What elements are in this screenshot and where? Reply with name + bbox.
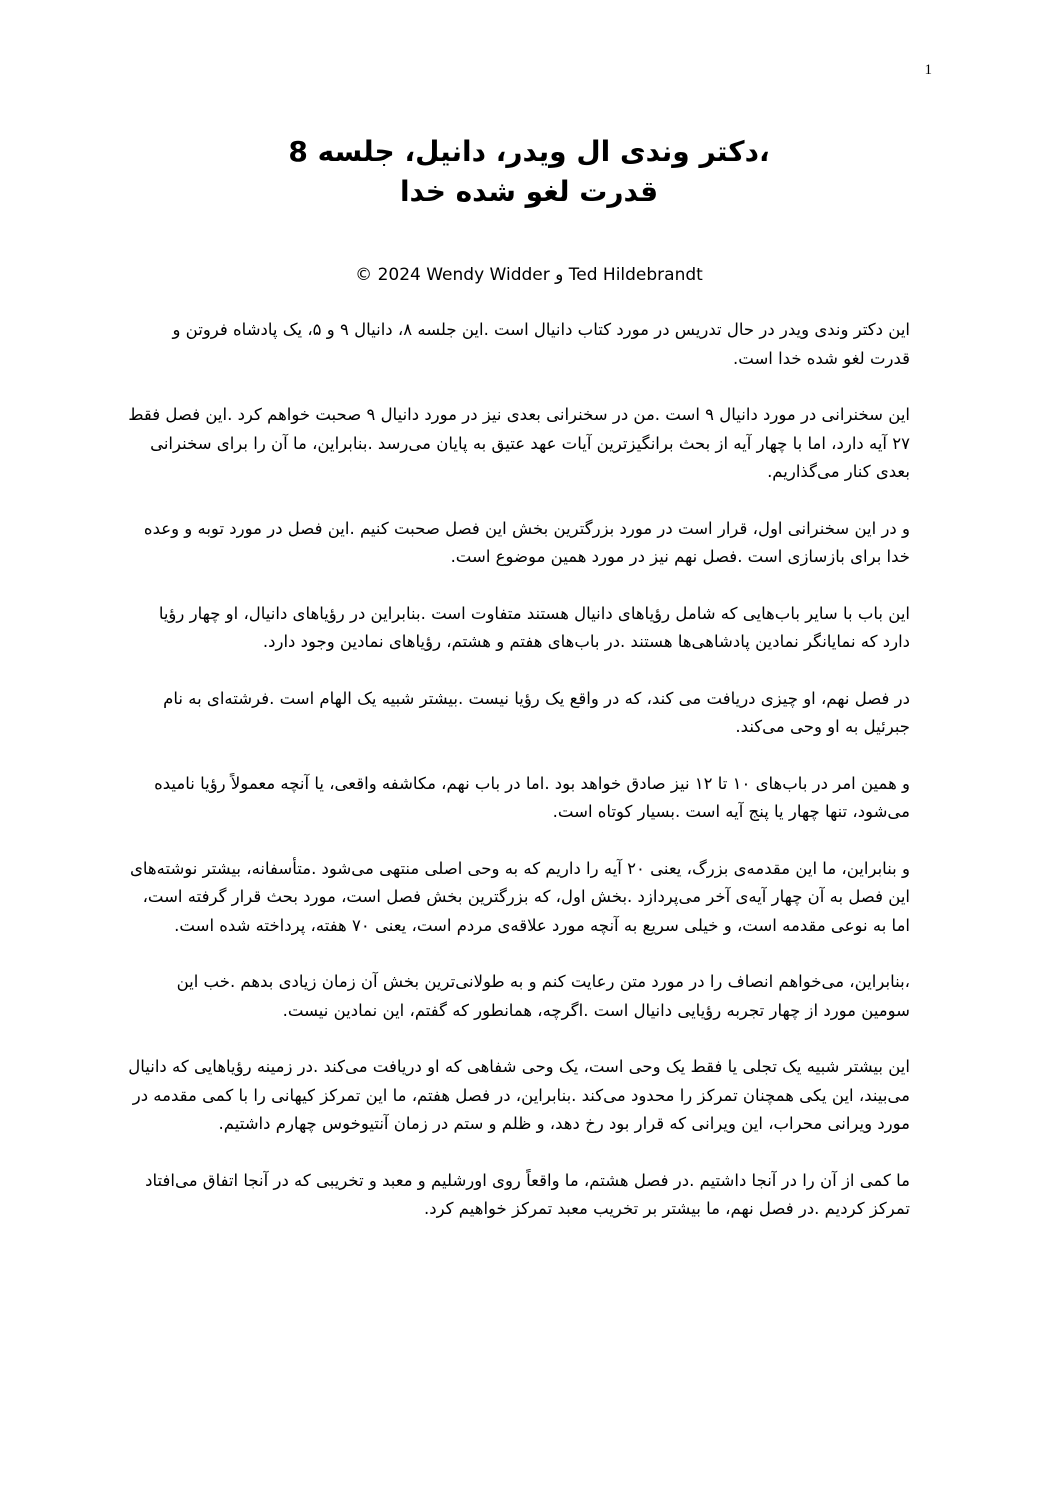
page-number: 1 [924,62,932,78]
document-title [128,132,930,212]
document-body [128,316,910,1252]
paragraph-3: و در این سخنرانی اول، قرار است در مورد بزرگترین بخش این فصل صحبت کنیم .این فصل در مورد توبه و وعده خدا برای بازسازی است .فصل نهم نیز در مورد همین موضوع است. [143,518,910,566]
title-line-2: قدرت لغو شده خدا [399,175,659,208]
paragraph-4: این باب با سایر باب‌هایی که شامل رؤیاهای دانیال هستند متفاوت است .بنابراین در رؤیاهای دانیال، او چهار رؤیا دارد که نمایانگر نمادین پادشاهی‌ها هستند .در باب‌های هفتم و هشتم، رؤیاهای نمادین وجود دارد. [158,603,910,651]
paragraph-10: ما کمی از آن را در آنجا داشتیم .در فصل هشتم، ما واقعاً روی اورشلیم و معبد و تخریبی که در آنجا اتفاق می‌افتاد تمرکز کردیم .در فصل نهم، ما بیشتر بر تخریب معبد تمرکز خواهیم کرد. [145,1170,910,1218]
paragraph-1: این دکتر وندی ویدر در حال تدریس در مورد کتاب دانیال است .این جلسه ۸، دانیال ۹ و ۵، یک پادشاه فروتن و قدرت لغو شده خدا است. [172,320,910,368]
paragraph-6: و همین امر در باب‌های ۱۰ تا ۱۲ نیز صادق خواهد بود .اما در باب نهم، مکاشفه واقعی، یا آنچه معمولاً رؤیا نامیده می‌شود، تنها چهار یا پنج آیه است .بسیار کوتاه است. [154,773,910,821]
paragraph-5: در فصل نهم، او چیزی دریافت می کند، که در واقع یک رؤیا نیست .بیشتر شبیه یک الهام است .فرشته‌ای به نام جبرئیل به او وحی می‌کند. [163,688,910,736]
paragraph-7: و بنابراین، ما این مقدمه‌ی بزرگ، یعنی ۲۰ آیه را داریم که به وحی اصلی منتهی می‌شود .متأسفانه، بیشتر نوشته‌های این فصل به آن چهار آیه‌ی آخر می‌پردازد .بخش اول، که بزرگترین بخش فصل است، مورد بحث قرار گرفته است، اما به نوعی مقدمه است، و خیلی سریع به آنچه مورد علاقه‌ی مردم است، یعنی ۷۰ هفته، پرداخته شده است. [129,858,910,935]
paragraph-8: ،بنابراین، می‌خواهم انصاف را در مورد متن رعایت کنم و به طولانی‌ترین بخش آن زمان زیادی بدهم .خب این سومین مورد از چهار تجربه رؤیایی دانیال است .اگرچه، همانطور که گفتم، این نمادین نیست. [176,972,910,1020]
paragraph-9: این بیشتر شبیه یک تجلی یا فقط یک وحی است، یک وحی شفاهی که او دریافت می‌کند .در زمینه رؤیاهایی که دانیال می‌بیند، این یکی همچنان تمرکز را محدود می‌کند .بنابراین، در فصل هفتم، ما این تمرکز کیهانی را با کمی مقدمه در مورد ویرانی محراب، این ویرانی که قرار بود رخ دهد، و ظلم و ستم در زمان آنتیوخوس چهارم داشتیم. [128,1057,910,1133]
paragraph-2: این سخنرانی در مورد دانیال ۹ است .من در سخنرانی بعدی نیز در مورد دانیال ۹ صحبت خواهم کرد .این فصل فقط ۲۷ آیه دارد، اما با چهار آیه از بحث برانگیزترین آیات عهد عتیق به پایان می‌رسد .بنابراین، ما آن را برای سخنرانی بعدی کنار می‌گذاریم. [128,405,910,481]
copyright-line: © 2024 Wendy Widder و Ted Hildebrandt [355,265,703,285]
title-line-1: ،دکتر وندی ال ویدر، دانیل، جلسه 8 [288,135,770,168]
